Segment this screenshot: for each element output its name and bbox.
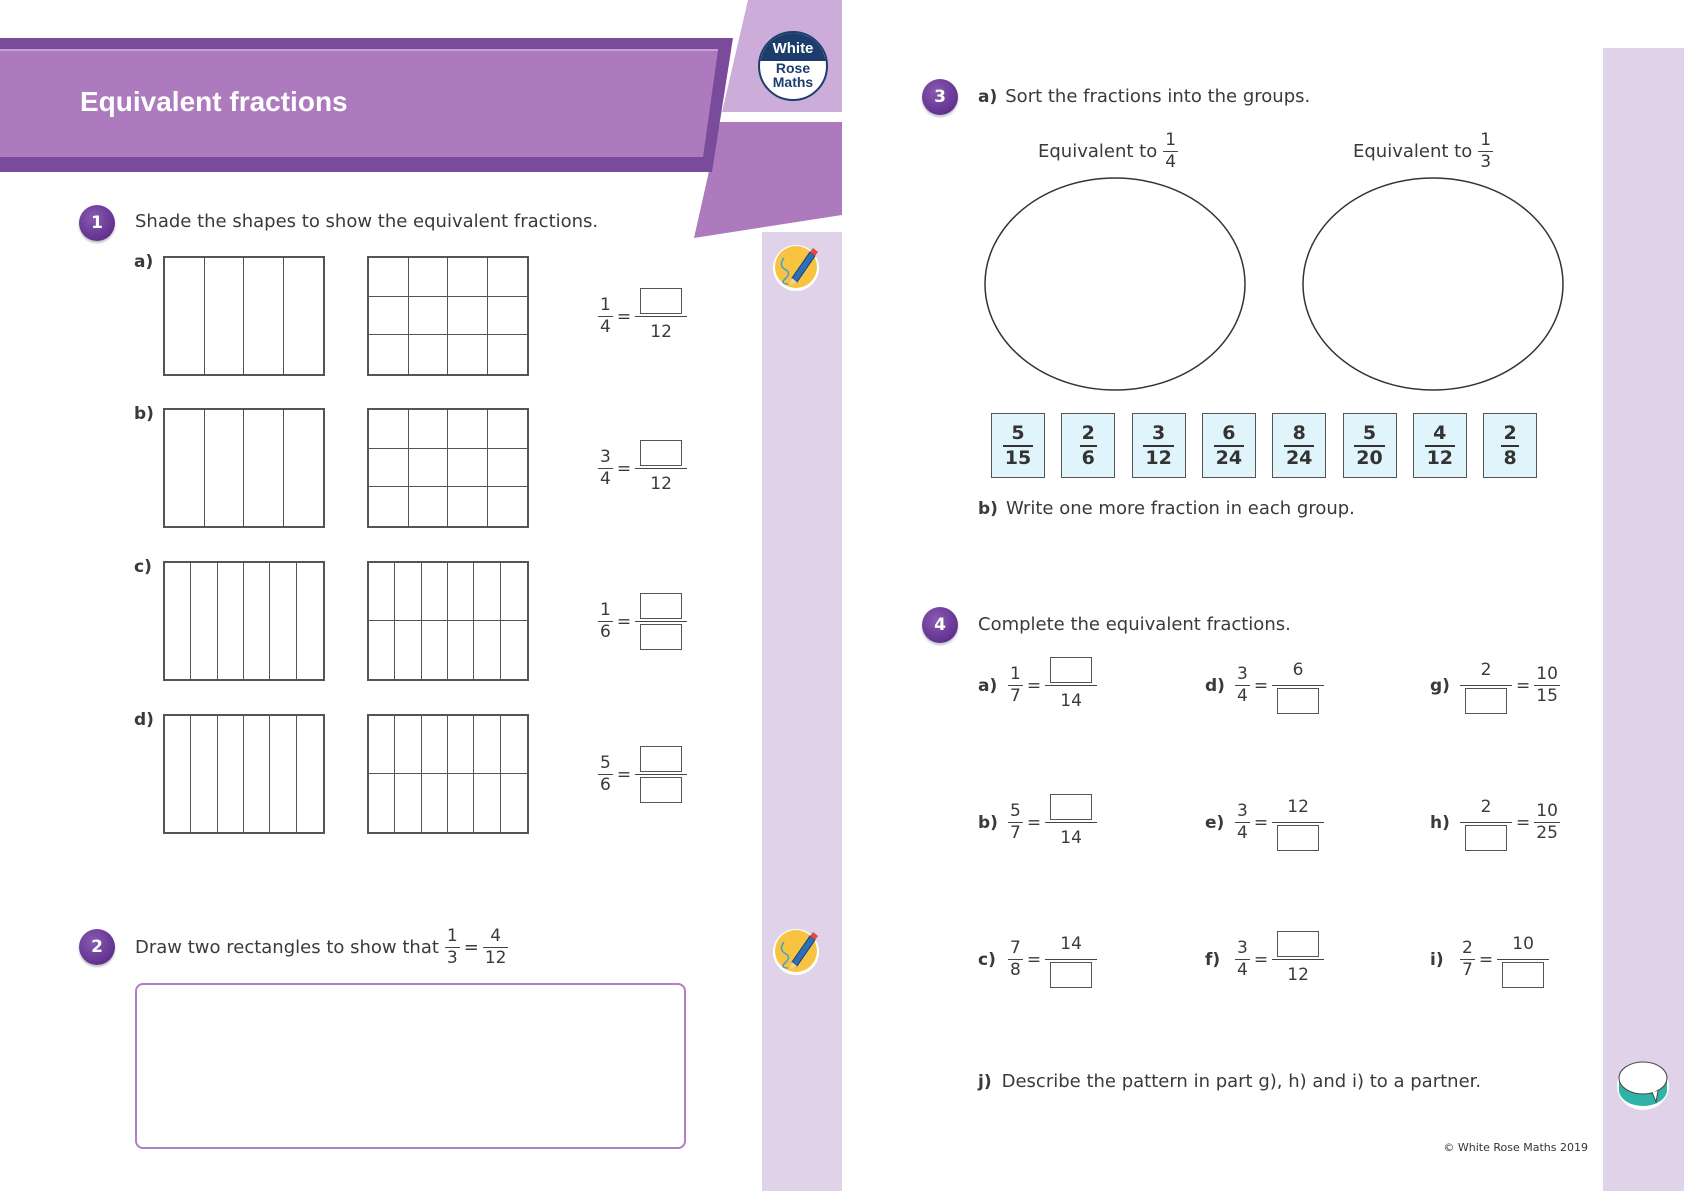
denominator: 12 — [1426, 446, 1454, 469]
card-fraction — [1080, 421, 1097, 469]
answer-fraction — [635, 286, 687, 347]
answer-box-denominator[interactable] — [1050, 962, 1092, 988]
equivalent-fraction-item — [1430, 655, 1560, 716]
numerator: 3 — [1237, 938, 1248, 958]
numerator: 8 — [1292, 421, 1306, 444]
shape-cell[interactable] — [474, 716, 500, 774]
answer-box-denominator[interactable] — [640, 624, 682, 650]
denominator: 3 — [1480, 152, 1492, 172]
shape-cell[interactable] — [422, 621, 448, 679]
fraction-with-blank — [1272, 655, 1324, 716]
numerator: 12 — [1287, 797, 1309, 817]
fraction-with-blank — [1272, 929, 1324, 990]
card-fraction — [1425, 421, 1455, 469]
given-fraction — [598, 602, 613, 641]
answer-box-denominator[interactable] — [1465, 825, 1507, 851]
denominator: 4 — [1165, 152, 1177, 172]
question-3b-instruction: Write one more fraction in each group. — [1005, 498, 1355, 519]
group-label-third — [1353, 132, 1493, 171]
question-2-text — [135, 928, 508, 967]
equals-sign: = — [616, 306, 632, 327]
numerator: 2 — [1480, 797, 1492, 817]
shape-cell[interactable] — [488, 487, 528, 526]
equals-sign: = — [1253, 675, 1269, 696]
denominator: 3 — [446, 948, 458, 968]
card-fraction — [1284, 421, 1314, 469]
answer-box-denominator[interactable] — [1465, 688, 1507, 714]
logo-text-white: White — [760, 33, 826, 61]
shape-cell[interactable] — [448, 258, 488, 297]
numerator: 2 — [1480, 660, 1492, 680]
shape-cell[interactable] — [369, 621, 395, 679]
denominator: 14 — [1060, 691, 1082, 711]
fraction-with-blank — [1497, 929, 1549, 990]
numerator: 10 — [1536, 801, 1558, 821]
right-shape-6x2[interactable] — [367, 561, 529, 681]
left-shape-4x1[interactable] — [163, 256, 325, 376]
shape-cell[interactable] — [165, 716, 191, 832]
denominator: 4 — [600, 317, 611, 337]
shape-cell[interactable] — [448, 563, 474, 621]
shape-cell[interactable] — [165, 410, 205, 526]
equals-sign: = — [1253, 812, 1269, 833]
answer-box-numerator[interactable] — [1050, 794, 1092, 820]
part-label: a) — [134, 252, 154, 272]
fraction-with-blank — [1272, 792, 1324, 853]
question-number-badge: 3 — [922, 79, 958, 115]
shape-cell[interactable] — [501, 716, 527, 774]
numerator: 2 — [1503, 421, 1517, 444]
answer-box-numerator[interactable] — [640, 440, 682, 466]
answer-box-denominator[interactable] — [1502, 962, 1544, 988]
part-label: b) — [978, 499, 998, 519]
numerator: 5 — [600, 753, 611, 773]
numerator: 10 — [1536, 664, 1558, 684]
logo-text-maths: Maths — [772, 74, 814, 90]
denominator: 8 — [1503, 446, 1517, 469]
numerator: 2 — [1081, 421, 1095, 444]
sorting-circles — [980, 172, 1580, 396]
part-label: b) — [134, 404, 154, 424]
shape-cell[interactable] — [488, 297, 528, 336]
shape-cell[interactable] — [395, 563, 421, 621]
denominator: 25 — [1536, 823, 1558, 843]
group-fraction — [1163, 132, 1178, 171]
card-fraction — [1214, 421, 1244, 469]
denominator: 4 — [1237, 686, 1248, 706]
shape-cell[interactable] — [369, 449, 409, 488]
part-label: a) — [978, 87, 998, 107]
shape-cell[interactable] — [369, 410, 409, 449]
shape-cell[interactable] — [205, 258, 245, 374]
card-fraction — [1354, 421, 1384, 469]
part-label: c) — [978, 949, 996, 970]
numerator: 10 — [1512, 934, 1534, 954]
fraction — [1008, 940, 1023, 979]
numerator: 5 — [1010, 801, 1021, 821]
shape-cell[interactable] — [270, 563, 296, 679]
shape-cell[interactable] — [448, 716, 474, 774]
shape-cell[interactable] — [395, 621, 421, 679]
shape-cell[interactable] — [501, 563, 527, 621]
denominator: 4 — [600, 469, 611, 489]
denominator: 7 — [1010, 686, 1021, 706]
shape-cell[interactable] — [165, 563, 191, 679]
equivalent-fraction-item — [978, 792, 1097, 853]
right-shape-6x2[interactable] — [367, 714, 529, 834]
numerator: 6 — [1292, 660, 1304, 680]
part-label: f) — [1205, 949, 1221, 970]
denominator: 12 — [650, 322, 672, 342]
denominator: 14 — [1060, 828, 1082, 848]
drawing-area[interactable] — [135, 983, 686, 1149]
header-banner — [0, 0, 842, 240]
fraction-card[interactable] — [1413, 413, 1467, 478]
shape-cell[interactable] — [244, 716, 270, 832]
numerator: 1 — [1010, 664, 1021, 684]
white-rose-maths-logo — [758, 31, 828, 101]
equivalent-fraction-item — [1205, 792, 1324, 853]
answer-fraction — [635, 744, 687, 805]
fraction-with-blank — [1045, 929, 1097, 990]
left-shape-6x1[interactable] — [163, 561, 325, 681]
shape-cell[interactable] — [474, 774, 500, 832]
shape-cell[interactable] — [244, 258, 284, 374]
given-fraction — [598, 449, 613, 488]
answer-box-numerator[interactable] — [1050, 657, 1092, 683]
fraction-card[interactable] — [1132, 413, 1186, 478]
shape-cell[interactable] — [474, 621, 500, 679]
card-fraction — [1143, 421, 1173, 469]
fraction-card[interactable] — [1061, 413, 1115, 478]
shape-cell[interactable] — [369, 258, 409, 297]
logo-text-rose: Rose — [775, 60, 811, 76]
part-label: g) — [1430, 675, 1450, 696]
fraction-card[interactable] — [1343, 413, 1397, 478]
shape-cell[interactable] — [284, 258, 324, 374]
right-shape-4x3[interactable] — [367, 256, 529, 376]
question-2-instruction: Draw two rectangles to show that — [135, 937, 439, 958]
right-shape-4x3[interactable] — [367, 408, 529, 528]
fraction — [1534, 803, 1560, 842]
equivalent-fraction-equation — [598, 438, 687, 499]
numerator: 6 — [1222, 421, 1236, 444]
shape-cell[interactable] — [409, 258, 449, 297]
answer-fraction — [635, 438, 687, 499]
shape-cell[interactable] — [409, 410, 449, 449]
card-fraction — [1003, 421, 1033, 469]
shape-cell[interactable] — [448, 774, 474, 832]
answer-box-numerator[interactable] — [640, 593, 682, 619]
denominator: 4 — [1237, 823, 1248, 843]
part-label: i) — [1430, 949, 1444, 970]
group-circle-quarter[interactable] — [985, 178, 1245, 390]
shape-cell[interactable] — [369, 774, 395, 832]
shape-cell[interactable] — [409, 487, 449, 526]
equals-sign: = — [1516, 812, 1531, 833]
numerator: 3 — [1151, 421, 1166, 444]
equals-sign: = — [1026, 675, 1042, 696]
copyright: © White Rose Maths 2019 — [1443, 1141, 1588, 1154]
equals-sign: = — [1026, 949, 1042, 970]
denominator: 12 — [484, 948, 507, 968]
numerator: 1 — [600, 295, 611, 315]
part-label: d) — [1205, 675, 1225, 696]
denominator: 6 — [600, 775, 611, 795]
equals-sign: = — [616, 764, 632, 785]
shape-cell[interactable] — [488, 449, 528, 488]
shape-cell[interactable] — [244, 410, 284, 526]
card-fraction — [1501, 421, 1518, 469]
equivalent-fraction-item — [1205, 655, 1324, 716]
shape-cell[interactable] — [218, 563, 244, 679]
question-1-text: Shade the shapes to show the equivalent fractions. — [135, 211, 599, 232]
shape-cell[interactable] — [488, 335, 528, 374]
equals-sign: = — [1026, 812, 1042, 833]
group-fraction — [1478, 132, 1493, 171]
part-label: e) — [1205, 812, 1225, 833]
shape-cell[interactable] — [488, 258, 528, 297]
denominator: 6 — [600, 622, 611, 642]
group-circle-third[interactable] — [1303, 178, 1563, 390]
denominator: 24 — [1285, 446, 1313, 469]
fraction — [1534, 666, 1560, 705]
fraction — [1235, 803, 1250, 842]
denominator: 7 — [1462, 960, 1473, 980]
equals-sign: = — [616, 458, 632, 479]
part-label: h) — [1430, 812, 1450, 833]
question-3b-text — [978, 498, 1355, 519]
fraction-card[interactable] — [1483, 413, 1537, 478]
numerator: 5 — [1011, 421, 1025, 444]
question-number-badge: 4 — [922, 607, 958, 643]
numerator: 2 — [1462, 938, 1473, 958]
group-label-text: Equivalent to — [1353, 141, 1473, 162]
shape-cell[interactable] — [191, 716, 217, 832]
shape-cell[interactable] — [488, 410, 528, 449]
fraction-with-blank — [1045, 792, 1097, 853]
shape-cell[interactable] — [422, 563, 448, 621]
shape-cell[interactable] — [284, 410, 324, 526]
equals-sign: = — [1516, 675, 1531, 696]
question-number-badge: 1 — [79, 205, 115, 241]
fraction — [1460, 940, 1475, 979]
answer-box-numerator[interactable] — [640, 288, 682, 314]
denominator: 12 — [650, 474, 672, 494]
denominator: 6 — [1081, 446, 1095, 469]
question-4-text: Complete the equivalent fractions. — [978, 614, 1291, 635]
shape-cell[interactable] — [270, 716, 296, 832]
shape-cell[interactable] — [369, 563, 395, 621]
answer-box-numerator[interactable] — [1277, 931, 1319, 957]
left-shape-6x1[interactable] — [163, 714, 325, 834]
shape-cell[interactable] — [474, 563, 500, 621]
shape-cell[interactable] — [448, 410, 488, 449]
denominator: 12 — [1145, 446, 1172, 469]
speech-bubble-icon — [1614, 1058, 1674, 1114]
numerator: 5 — [1362, 421, 1377, 444]
shape-cell[interactable] — [448, 487, 488, 526]
part-label: a) — [978, 675, 998, 696]
shape-cell[interactable] — [501, 774, 527, 832]
left-shape-4x1[interactable] — [163, 408, 325, 528]
part-label: d) — [134, 710, 154, 730]
denominator: 12 — [1287, 965, 1309, 985]
fraction-card[interactable] — [991, 413, 1045, 478]
shape-cell[interactable] — [205, 410, 245, 526]
numerator: 14 — [1060, 934, 1082, 954]
numerator: 1 — [600, 600, 611, 620]
pencil-icon — [770, 238, 826, 294]
fraction — [1235, 666, 1250, 705]
shape-cell[interactable] — [448, 621, 474, 679]
question-4j-instruction: Describe the pattern in part g), h) and i) to a partner. — [1001, 1071, 1482, 1092]
numerator: 4 — [490, 926, 502, 946]
shape-cell[interactable] — [218, 716, 244, 832]
shape-cell[interactable] — [501, 621, 527, 679]
denominator: 8 — [1010, 960, 1021, 980]
denominator: 7 — [1010, 823, 1021, 843]
fraction-with-blank — [1460, 655, 1512, 716]
fraction-four-twelfths — [483, 928, 509, 967]
answer-box-denominator[interactable] — [1277, 825, 1319, 851]
question-number-badge: 2 — [79, 929, 115, 965]
denominator: 4 — [1237, 960, 1248, 980]
fraction-one-third — [445, 928, 460, 967]
equals-sign: = — [1478, 949, 1494, 970]
shape-cell[interactable] — [191, 563, 217, 679]
numerator: 7 — [1010, 938, 1021, 958]
shape-cell[interactable] — [409, 297, 449, 336]
numerator: 1 — [446, 926, 458, 946]
denominator: 15 — [1004, 446, 1032, 469]
question-4j-text — [978, 1071, 1481, 1092]
part-label: j) — [978, 1072, 992, 1092]
equals-sign: = — [1253, 949, 1269, 970]
shape-cell[interactable] — [395, 716, 421, 774]
shape-cell[interactable] — [297, 716, 323, 832]
shape-cell[interactable] — [244, 563, 270, 679]
given-fraction — [598, 755, 613, 794]
page-title: Equivalent fractions — [80, 86, 348, 117]
denominator: 24 — [1215, 446, 1243, 469]
denominator: 15 — [1536, 686, 1558, 706]
fraction — [1008, 666, 1023, 705]
given-fraction — [598, 297, 613, 336]
shape-cell[interactable] — [448, 297, 488, 336]
shape-cell[interactable] — [409, 335, 449, 374]
answer-box-denominator[interactable] — [640, 777, 682, 803]
shape-cell[interactable] — [448, 335, 488, 374]
shape-cell[interactable] — [409, 449, 449, 488]
shape-cell[interactable] — [165, 258, 205, 374]
shape-cell[interactable] — [369, 335, 409, 374]
side-strip-left — [762, 232, 842, 1191]
equivalent-fraction-item — [1430, 792, 1560, 853]
equals-sign: = — [463, 937, 479, 958]
group-label-quarter — [1038, 132, 1178, 171]
fraction-card[interactable] — [1272, 413, 1326, 478]
equivalent-fraction-item — [1205, 929, 1324, 990]
shape-cell[interactable] — [422, 774, 448, 832]
answer-fraction — [635, 591, 687, 652]
answer-box-numerator[interactable] — [640, 746, 682, 772]
fraction — [1235, 940, 1250, 979]
shape-cell[interactable] — [369, 716, 395, 774]
fraction-card[interactable] — [1202, 413, 1256, 478]
fraction — [1008, 803, 1023, 842]
shape-cell[interactable] — [448, 449, 488, 488]
question-3a-instruction: Sort the fractions into the groups. — [1005, 86, 1311, 107]
numerator: 1 — [1480, 130, 1492, 150]
side-strip-right — [1603, 48, 1684, 1191]
denominator: 20 — [1356, 446, 1383, 469]
question-3a-text — [978, 86, 1310, 107]
equivalent-fraction-equation — [598, 591, 687, 652]
equivalent-fraction-item — [978, 929, 1097, 990]
pencil-icon — [770, 922, 826, 978]
group-label-text: Equivalent to — [1038, 141, 1158, 162]
equivalent-fraction-item — [978, 655, 1097, 716]
shape-cell[interactable] — [395, 774, 421, 832]
fraction-with-blank — [1460, 792, 1512, 853]
shape-cell[interactable] — [369, 487, 409, 526]
numerator: 4 — [1433, 421, 1447, 444]
numerator: 3 — [600, 447, 611, 467]
part-label: c) — [134, 557, 152, 577]
shape-cell[interactable] — [369, 297, 409, 336]
part-label: b) — [978, 812, 998, 833]
numerator: 3 — [1237, 801, 1248, 821]
equals-sign: = — [616, 611, 632, 632]
equivalent-fraction-item — [1430, 929, 1549, 990]
numerator: 3 — [1237, 664, 1248, 684]
shape-cell[interactable] — [422, 716, 448, 774]
equivalent-fraction-equation — [598, 286, 687, 347]
answer-box-denominator[interactable] — [1277, 688, 1319, 714]
numerator: 1 — [1165, 130, 1177, 150]
equivalent-fraction-equation — [598, 744, 687, 805]
shape-cell[interactable] — [297, 563, 323, 679]
fraction-with-blank — [1045, 655, 1097, 716]
